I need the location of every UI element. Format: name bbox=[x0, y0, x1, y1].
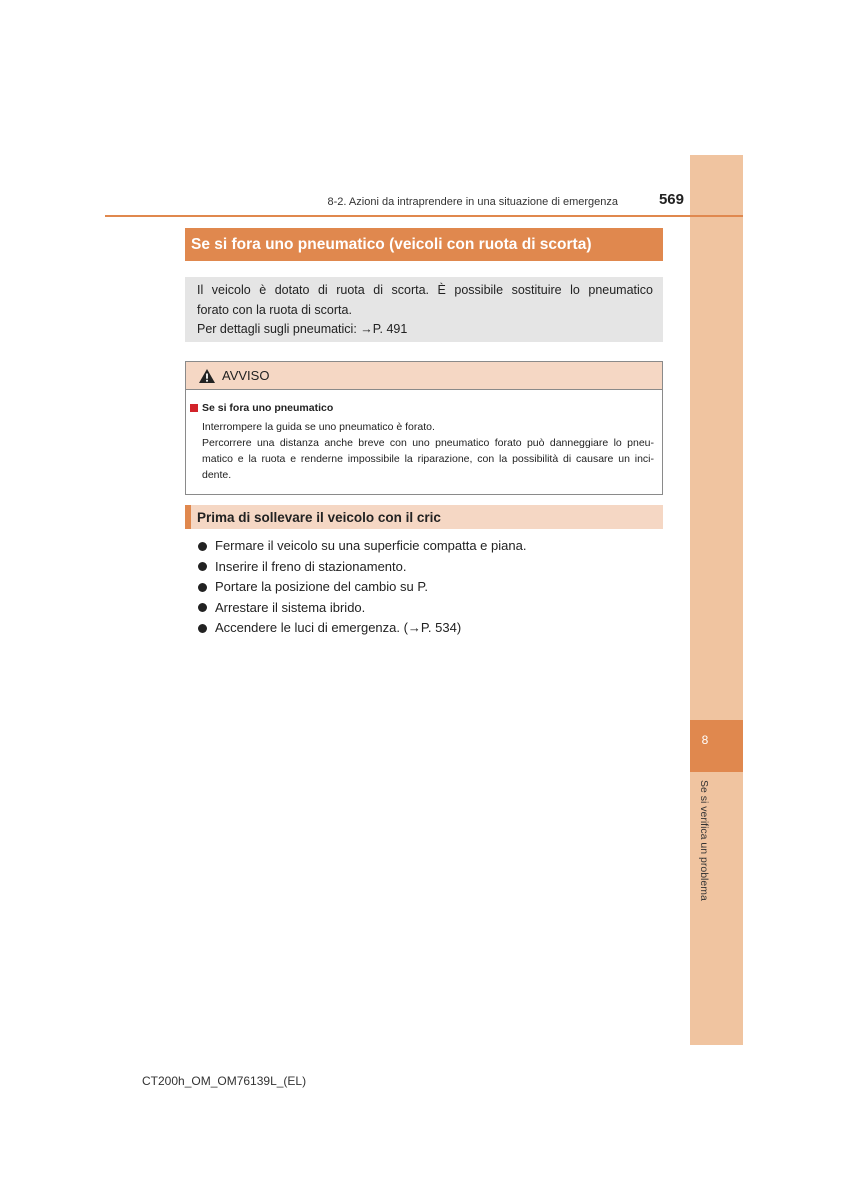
header-section-title: 8-2. Azioni da intraprendere in una situazione di emergenza bbox=[327, 196, 618, 208]
warning-square-icon bbox=[190, 404, 198, 412]
warning-paragraph-2-line-3: dente. bbox=[202, 469, 232, 481]
subsection-title-bar bbox=[185, 505, 663, 529]
bullet-dot-icon bbox=[198, 542, 207, 551]
footer-document-code: CT200h_OM_OM76139L_(EL) bbox=[142, 1074, 307, 1088]
intro-line-3: Per dettagli sugli pneumatici: →P. 491 bbox=[197, 322, 408, 336]
warning-box bbox=[185, 361, 663, 495]
bullet-dot-icon bbox=[198, 583, 207, 592]
bullet-dot-icon bbox=[198, 603, 207, 612]
warning-header bbox=[186, 362, 662, 390]
intro-line-2: forato con la ruota di scorta. bbox=[197, 302, 352, 317]
list-item-text: Arrestare il sistema ibrido. bbox=[215, 599, 366, 615]
warning-paragraph-2-line-1: Percorrere una distanza anche breve con uno pneumatico forato può danneggiare lo pneu- bbox=[202, 437, 654, 449]
list-item-text: Accendere le luci di emergenza. (→P. 534) bbox=[215, 620, 462, 635]
list-item bbox=[198, 598, 658, 619]
side-chapter-tab bbox=[690, 155, 743, 1045]
list-item bbox=[198, 536, 658, 557]
list-item bbox=[198, 618, 658, 639]
list-item bbox=[198, 557, 658, 578]
steps-list bbox=[198, 536, 658, 639]
section-title: Se si fora uno pneumatico (veicoli con ruota di scorta) bbox=[191, 235, 592, 253]
warning-triangle-icon bbox=[198, 368, 216, 384]
list-item-text: Portare la posizione del cambio su P. bbox=[215, 579, 428, 594]
warning-subhead-text: Se si fora uno pneumatico bbox=[202, 402, 334, 414]
warning-body bbox=[186, 390, 662, 483]
chapter-number: 8 bbox=[701, 733, 709, 747]
warning-label: AVVISO bbox=[222, 368, 270, 383]
list-item bbox=[198, 577, 658, 598]
intro-box bbox=[185, 277, 663, 342]
warning-paragraph-1: Interrompere la guida se uno pneumatico è forato. bbox=[202, 421, 435, 433]
header-rule bbox=[105, 215, 743, 217]
page-number: 569 bbox=[658, 191, 684, 208]
intro-line-1: Il veicolo è dotato di ruota di scorta. È possibile sostituire lo pneumatico bbox=[197, 283, 653, 297]
bullet-dot-icon bbox=[198, 562, 207, 571]
list-item-text: Fermare il veicolo su una superficie compatta e piana. bbox=[215, 538, 527, 553]
warning-paragraph-2-line-2: matico e la ruota e renderne impossibile la riparazione, con la possibilità di causare un inci- bbox=[202, 453, 654, 465]
bullet-dot-icon bbox=[198, 624, 207, 633]
list-item-text: Inserire il freno di stazionamento. bbox=[215, 558, 407, 574]
subsection-title: Prima di sollevare il veicolo con il cric bbox=[197, 509, 441, 525]
chapter-title-vertical: Se si verifica un problema bbox=[698, 780, 710, 901]
warning-subhead bbox=[190, 400, 654, 416]
section-title-bar bbox=[185, 228, 663, 261]
